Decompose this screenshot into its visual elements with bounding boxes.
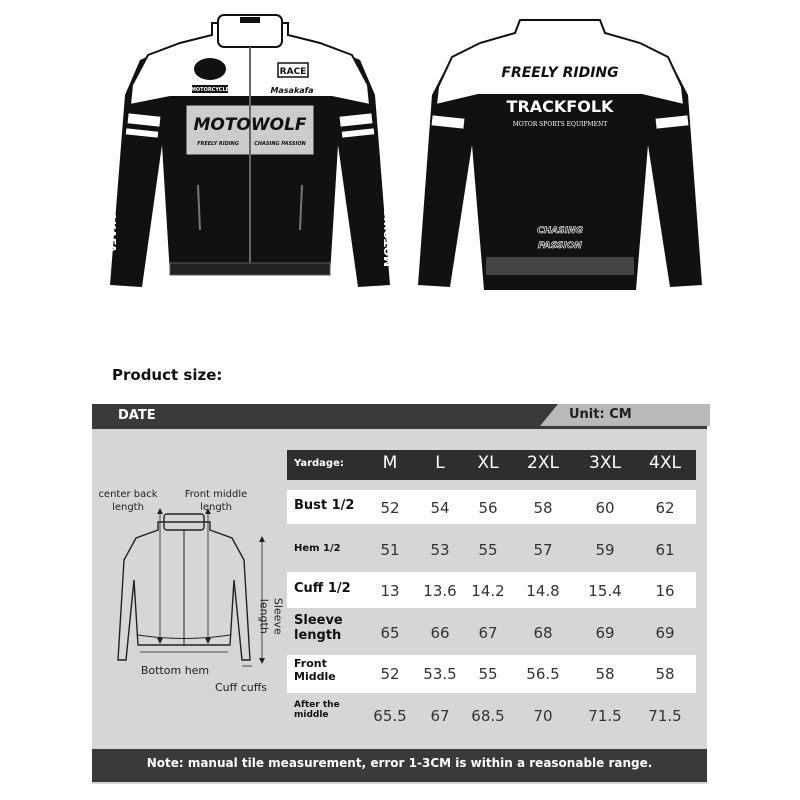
size-header-m: M [382,453,398,473]
size-header-3xl: 3XL [589,453,621,473]
cell: 71.5 [648,707,682,725]
yardage-label: Yardage: [294,458,344,469]
back-brand-text: TRACKFOLK [506,97,614,116]
row-label-cuff: Cuff 1/2 [294,581,351,596]
back-slogan-text: FREELY RIDING [501,65,619,81]
front-tagline-right: CHASING PASSION [254,141,306,147]
cell: 65 [380,624,400,642]
cell: 70 [533,707,553,725]
cell: 53 [430,541,450,559]
chest-script-text: Masakafa [270,86,314,95]
cell: 60 [595,499,615,517]
row-label-bust: Bust 1/2 [294,498,355,513]
cell: 52 [380,499,400,517]
cuff-label: Cuff cuffs [214,681,268,694]
front-brand-text: MOTOWOLF [193,115,307,135]
cell: 15.4 [588,582,622,600]
back-subtitle-text: MOTOR SPORTS EQUIPMENT [512,121,608,128]
row-label-sleeve: Sleeve length [294,613,343,643]
cell: 53.5 [423,665,457,683]
race-badge-text: RACE [279,67,307,77]
size-header-2xl: 2XL [527,453,559,473]
row-label-hem: Hem 1/2 [294,543,341,554]
front-middle-label: Front middle length [184,489,248,513]
size-header-l: L [435,453,445,473]
motorcycle-badge-text: MOTORCYCLE [190,87,230,93]
back-lower-line2: PASSION [538,241,582,251]
row-label-front-middle: Front Middle [294,657,336,683]
sleeve-right-text: MOTOWOLF [382,193,395,267]
sleeve-length-label: Sleeve length [257,597,285,635]
unit-label: Unit: CM [569,407,632,422]
cell: 59 [595,541,615,559]
product-size-title: Product size: [112,366,223,384]
cell: 55 [478,665,498,683]
back-lower-line1: CHASING [537,226,583,236]
cell: 52 [380,665,400,683]
front-tagline-left: FREELY RIDING [197,141,239,147]
front-jacket-image [100,5,400,300]
cell: 62 [655,499,675,517]
cell: 69 [595,624,615,642]
cell: 57 [533,541,553,559]
size-header-4xl: 4XL [649,453,681,473]
cell: 58 [533,499,553,517]
cell: 68.5 [471,707,505,725]
date-label: DATE [118,408,156,423]
cell: 51 [380,541,400,559]
cell: 14.8 [526,582,560,600]
cell: 56 [478,499,498,517]
cell: 54 [430,499,450,517]
cell: 69 [655,624,675,642]
back-jacket-image [410,5,710,300]
cell: 58 [655,665,675,683]
cell: 67 [478,624,498,642]
cell: 68 [533,624,553,642]
center-back-label: center back length [98,489,158,513]
sleeve-left-text: MASAKAFA [105,185,118,253]
cell: 66 [430,624,450,642]
cell: 71.5 [588,707,622,725]
cell: 61 [655,541,675,559]
cell: 16 [655,582,675,600]
size-header-xl: XL [477,453,499,473]
cell: 58 [595,665,615,683]
cell: 56.5 [526,665,560,683]
row-label-after-middle: After the middle [294,700,340,721]
bottom-hem-label: Bottom hem [140,664,210,677]
cell: 13 [380,582,400,600]
note-text: Note: manual tile measurement, error 1-3CM is within a reasonable range. [146,756,653,770]
cell: 13.6 [423,582,457,600]
cell: 67 [430,707,450,725]
cell: 55 [478,541,498,559]
cell: 65.5 [373,707,407,725]
cell: 14.2 [471,582,505,600]
logo-badge-icon [194,58,226,80]
